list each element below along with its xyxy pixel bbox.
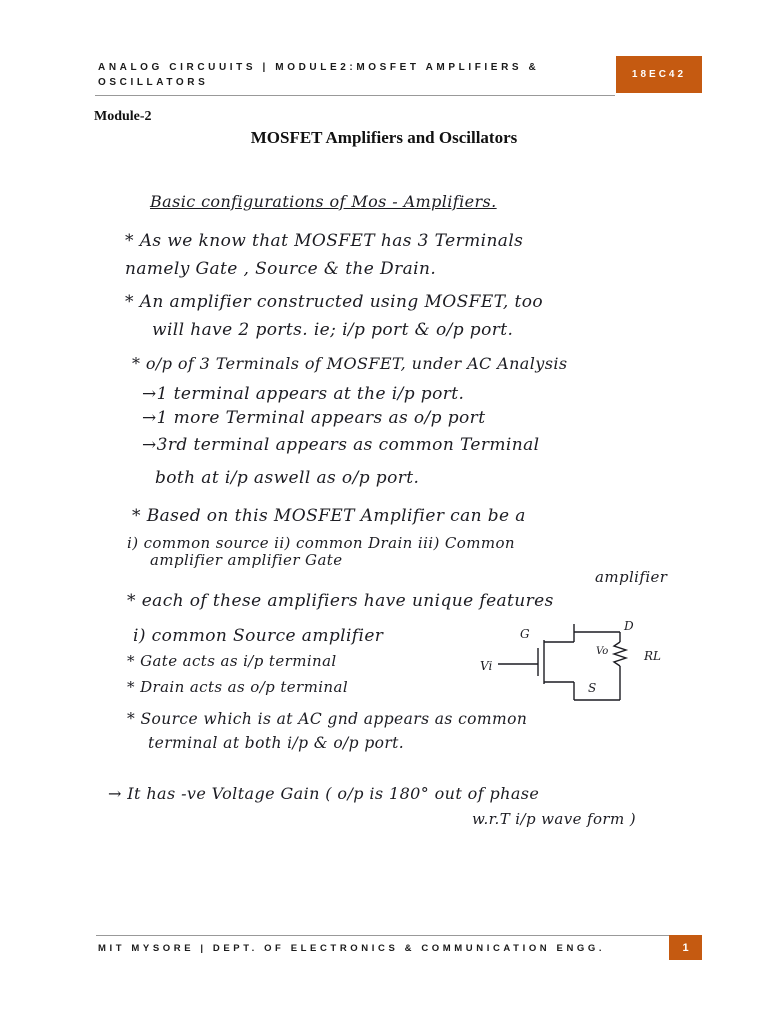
page-number-badge bbox=[669, 935, 702, 960]
load-label: RL bbox=[644, 649, 662, 663]
handwritten-notes bbox=[100, 186, 710, 846]
course-code-badge bbox=[616, 56, 702, 93]
header-course-title: ANALOG CIRCUUITS | MODULE2:MOSFET AMPLIFIERS & OSCILLATORS bbox=[98, 62, 540, 88]
course-code: 18EC42 bbox=[631, 69, 687, 80]
note-line: i) common Source amplifier bbox=[133, 626, 384, 646]
document-title: MOSFET Amplifiers and Oscillators bbox=[250, 128, 518, 147]
common-source-circuit-sketch bbox=[478, 620, 678, 710]
note-line: * Based on this MOSFET Amplifier can be a bbox=[132, 506, 526, 526]
note-line: terminal at both i/p & o/p port. bbox=[148, 734, 405, 752]
note-line: w.r.T i/p wave form ) bbox=[472, 810, 637, 828]
note-line: → It has -ve Voltage Gain ( o/p is 180° out of phase bbox=[108, 784, 540, 803]
note-line: * o/p of 3 Terminals of MOSFET, under AC Analysis bbox=[132, 354, 568, 373]
note-line: will have 2 ports. ie; i/p port & o/p port. bbox=[152, 320, 514, 340]
module-label: Module-2 bbox=[94, 109, 152, 124]
note-line: →1 terminal appears at the i/p port. bbox=[142, 384, 465, 404]
source-label: S bbox=[588, 681, 597, 695]
vout-label: Vo bbox=[596, 646, 609, 657]
vin-label: Vi bbox=[480, 659, 493, 673]
page-number: 1 bbox=[682, 941, 689, 954]
note-line: * As we know that MOSFET has 3 Terminals bbox=[125, 231, 524, 251]
header-divider bbox=[95, 95, 615, 96]
note-line: amplifier bbox=[595, 568, 668, 586]
gate-label: G bbox=[520, 627, 530, 641]
note-line: →1 more Terminal appears as o/p port bbox=[142, 408, 486, 428]
note-line: →3rd terminal appears as common Terminal bbox=[142, 435, 540, 455]
footer-text: MIT MYSORE | DEPT. OF ELECTRONICS & COMMUNICATION ENGG. bbox=[98, 943, 606, 954]
footer-divider bbox=[96, 935, 670, 936]
page-header bbox=[98, 60, 610, 90]
note-line: * Drain acts as o/p terminal bbox=[127, 678, 349, 696]
load-resistor bbox=[614, 642, 626, 666]
note-line: namely Gate , Source & the Drain. bbox=[125, 259, 437, 279]
note-line: * each of these amplifiers have unique features bbox=[127, 591, 554, 611]
note-line: * Gate acts as i/p terminal bbox=[127, 652, 337, 670]
note-line: * An amplifier constructed using MOSFET, too bbox=[125, 292, 543, 312]
note-line: both at i/p aswell as o/p port. bbox=[155, 468, 420, 488]
note-line: i) common source ii) common Drain iii) Common bbox=[127, 534, 515, 552]
notes-heading: Basic configurations of Mos - Amplifiers. bbox=[150, 192, 497, 211]
drain-label: D bbox=[624, 620, 634, 633]
note-line: * Source which is at AC gnd appears as common bbox=[127, 710, 528, 728]
note-line: amplifier amplifier Gate bbox=[150, 551, 343, 569]
